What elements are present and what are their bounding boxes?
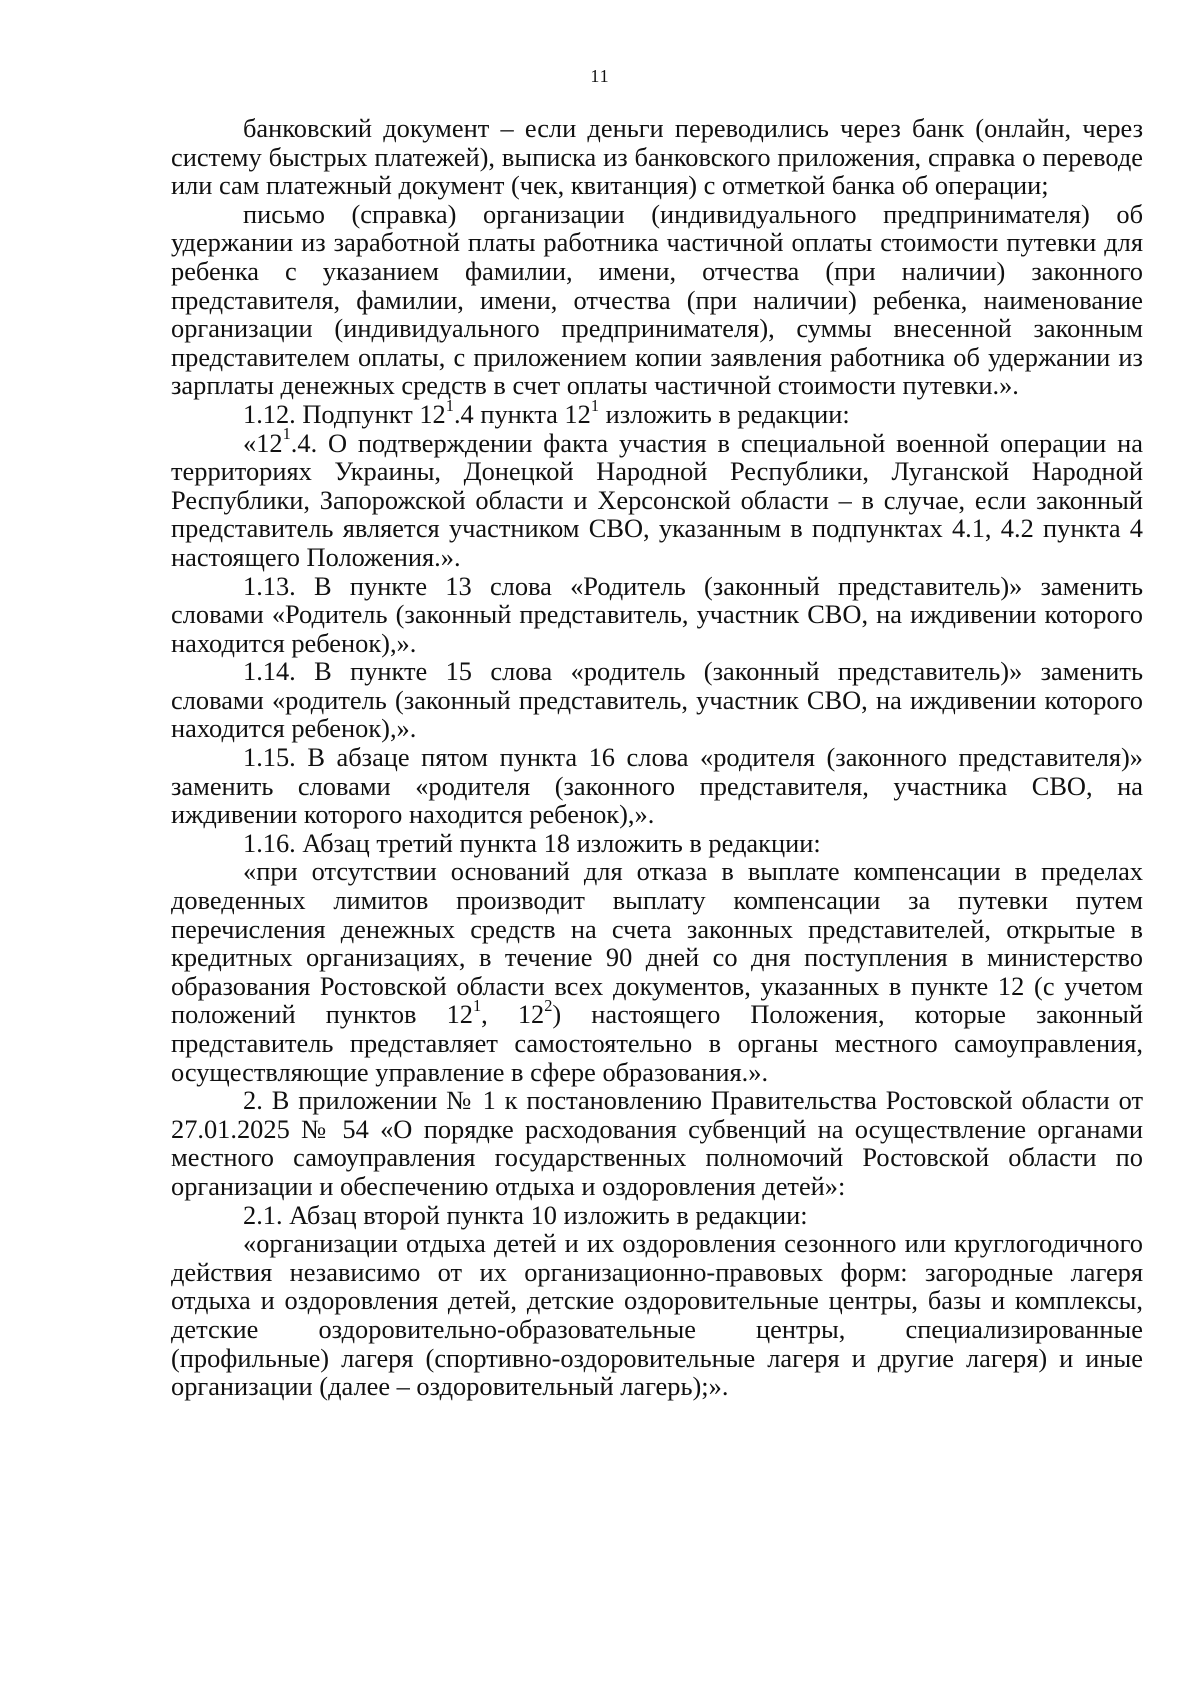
paragraph-text: 1.12. Подпункт 12 [243, 398, 446, 429]
paragraph-text: «организации отдыха детей и их оздоровления сезонного или круглогодичного действия независимо от их организационно-правовых форм: загородные лагеря отдыха и оздоровления детей, детские оздоровительные центры, базы и комплексы, детские оздоровительно-образовательные центры, специализированные (профильные) лагеря (спортивно-оздоровительные лагеря и другие лагеря) и иные организации (далее – оздоровительный лагерь);». [171, 1228, 1143, 1402]
paragraph-text: , 12 [481, 999, 545, 1030]
paragraph-text: 2. В приложении № 1 к постановлению Правительства Ростовской области от 27.01.2025 № 54 «О порядке расходования субвенций на осуществление органами местного самоуправления государственных полномочий Ростовской области по организации и обеспечению отдыха и оздоровления детей»: [171, 1085, 1143, 1201]
paragraph-text: банковский документ – если деньги переводились через банк (онлайн, через систему быстрых платежей), выписка из банковского приложения, справка о переводе или сам платежный документ (чек, квитанция) с отметкой банка об операции; [171, 113, 1143, 201]
paragraph-bank-document [171, 114, 1143, 200]
superscript-index: 1 [282, 424, 291, 444]
paragraph-employer-letter [171, 200, 1143, 400]
paragraph-item-2-1-quote [171, 1229, 1143, 1401]
paragraph-text: 2.1. Абзац второй пункта 10 изложить в редакции: [243, 1199, 808, 1230]
paragraph-text: 1.15. В абзаце пятом пункта 16 слова «родителя (законного представителя)» заменить словами «родителя (законного представителя, участника СВО, на иждивении которого находится ребенок),». [171, 742, 1143, 830]
document-body [171, 114, 1143, 1401]
paragraph-text: «12 [243, 427, 283, 458]
page-number: 11 [590, 66, 610, 86]
paragraph-text: .4 пункта 12 [453, 398, 591, 429]
paragraph-text: 1.16. Абзац третий пункта 18 изложить в редакции: [243, 827, 821, 858]
paragraph-item-1-13 [171, 572, 1143, 658]
paragraph-text: «при отсутствии оснований для отказа в выплате компенсации в пределах доведенных лимитов производит выплату компенсации за путевки путем перечисления денежных средств на счета законных представителей, открытые в кредитных организациях, в течение 90 дней со дня поступления в министерство образования Ростовской области всех документов, указанных в пункте 12 (с учетом положений пунктов 12 [171, 856, 1143, 1030]
paragraph-item-1-14 [171, 657, 1143, 743]
superscript-index: 1 [590, 395, 599, 415]
paragraph-item-2-1 [171, 1201, 1143, 1230]
paragraph-text: 1.14. В пункте 15 слова «родитель (законный представитель)» заменить словами «родитель (законный представитель, участник СВО, на иждивении которого находится ребенок),». [171, 656, 1143, 744]
paragraph-text: ) настоящего Положения, которые законный представитель представляет самостоятельно в органы местного самоуправления, осуществляющие управление в сфере образования.». [171, 999, 1143, 1087]
superscript-index: 2 [544, 996, 553, 1016]
paragraph-item-1-12-quote [171, 424, 1143, 572]
paragraph-item-1-12 [171, 395, 1143, 429]
paragraph-item-1-16-quote [171, 857, 1143, 1086]
paragraph-text: письмо (справка) организации (индивидуального предпринимателя) об удержании из заработной платы работника частичной оплаты стоимости путевки для ребенка с указанием фамилии, имени, отчества (при наличии) законного представителя, фамилии, имени, отчества (при наличии) ребенка, наименование организации (индивидуального предпринимателя), суммы внесенной законным представителем оплаты, с приложением копии заявления работника об удержании из зарплаты денежных средств в счет оплаты частичной стоимости путевки.». [171, 198, 1143, 401]
superscript-index: 1 [445, 395, 454, 415]
paragraph-item-1-15 [171, 743, 1143, 829]
paragraph-item-1-16 [171, 829, 1143, 858]
paragraph-item-2 [171, 1086, 1143, 1200]
paragraph-text: изложить в редакции: [599, 398, 850, 429]
paragraph-text: 1.13. В пункте 13 слова «Родитель (законный представитель)» заменить словами «Родитель (законный представитель, участник СВО, на иждивении которого находится ребенок),». [171, 570, 1143, 658]
paragraph-text: .4. О подтверждении факта участия в специальной военной операции на территориях Украины, Донецкой Народной Республики, Луганской Народной Республики, Запорожской области и Херсонской области – в случае, если законный представитель является участником СВО, указанным в подпунктах 4.1, 4.2 пункта 4 настоящего Положения.». [171, 427, 1143, 572]
superscript-index: 1 [472, 996, 482, 1016]
